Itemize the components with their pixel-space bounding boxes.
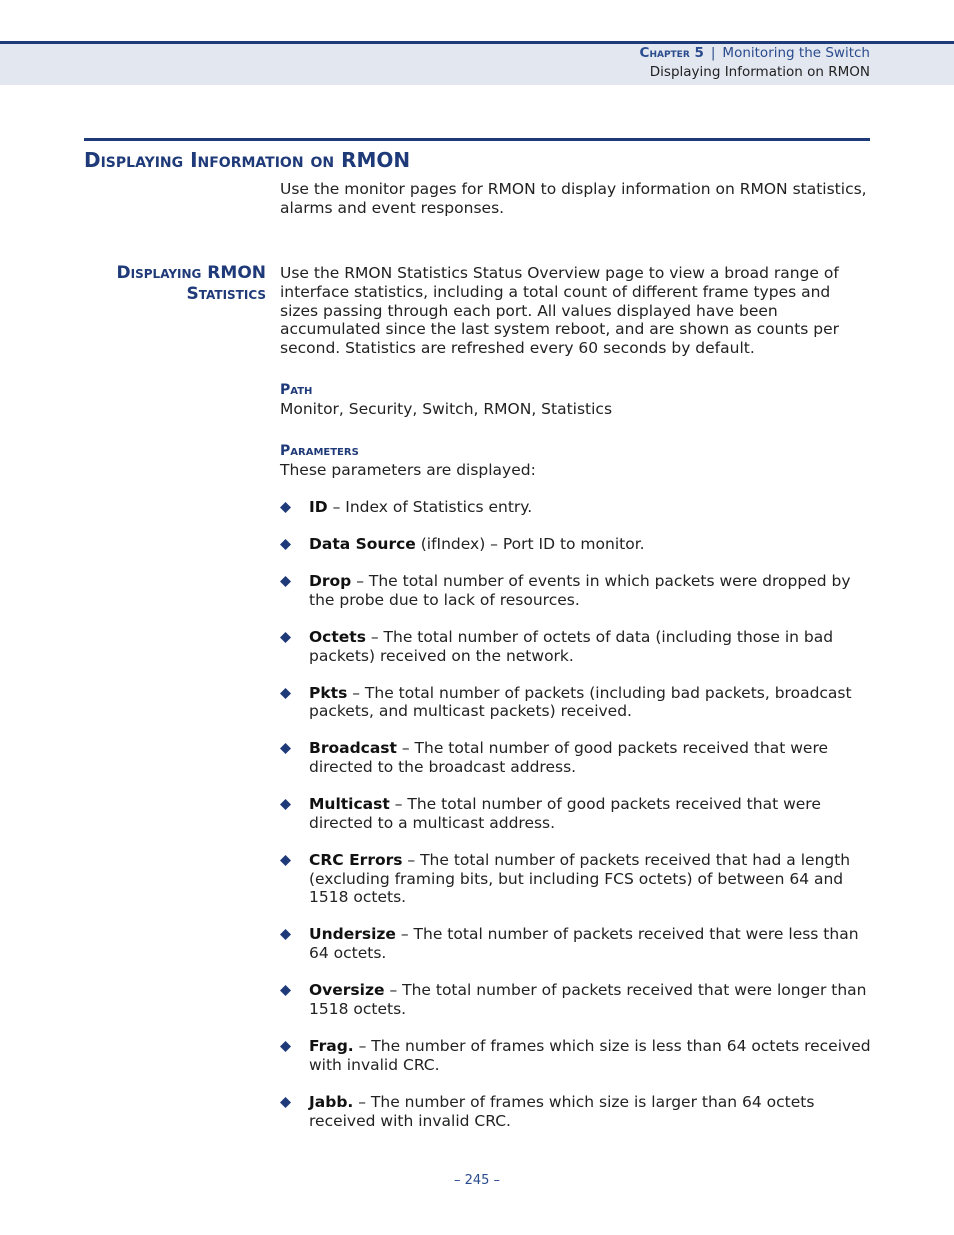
parameter-description: – The total number of packets received that had a length (excluding framing bits, but including FCS octets) of between 64 and 1518 octets. [309,850,851,907]
parameter-item [280,981,872,1019]
page-number: – 245 – [453,1173,501,1188]
parameter-description: – The number of frames which size is less than 64 octets received with invalid CRC. [309,1037,871,1074]
parameter-item [280,1037,872,1075]
parameter-item [280,498,872,517]
section-rule [84,138,870,141]
parameter-item [280,628,872,666]
diamond-bullet-icon [280,539,291,550]
diamond-bullet-icon [280,688,291,699]
subsection-title [66,263,266,305]
diamond-bullet-icon [280,743,291,754]
parameter-description: – The total number of good packets received that were directed to a multicast address. [309,795,821,832]
path-heading: Path [280,382,313,398]
intro-paragraph: Use the monitor pages for RMON to display information on RMON statistics, alarms and event responses. [280,180,867,217]
parameter-description: – The number of frames which size is larger than 64 octets received with invalid CRC. [309,1092,815,1130]
parameter-item [280,851,872,907]
parameter-item [280,572,872,610]
parameter-item [280,535,872,554]
parameter-term: Undersize [309,925,396,944]
parameter-item [280,795,872,833]
parameter-term: Oversize [309,981,385,1000]
path-text: Monitor, Security, Switch, RMON, Statistics [280,400,613,418]
parameters-heading: Parameters [280,443,359,459]
parameter-description: – The total number of packets received that were longer than 1518 octets. [309,981,867,1019]
diamond-bullet-icon [280,632,291,643]
parameter-item [280,739,872,777]
diamond-bullet-icon [280,985,291,996]
running-header-section: Displaying Information on RMON [649,64,870,80]
header-separator: | [710,45,716,61]
parameter-description: – The total number of octets of data (including those in bad packets) received on the network. [309,627,834,665]
diamond-bullet-icon [280,1041,291,1052]
diamond-bullet-icon [280,799,291,810]
parameter-term: Multicast [309,795,390,814]
subsection-title-line1: Displaying RMON [116,263,266,283]
parameter-description: – Index of Statistics entry. [327,498,533,516]
chapter-title: Monitoring the Switch [722,45,870,61]
diamond-bullet-icon [280,1097,291,1108]
parameter-term: Drop [309,571,352,590]
page-title: Displaying Information on RMON [84,148,411,172]
parameter-term: ID [309,498,328,516]
parameter-description: – The total number of packets (including bad packets, broadcast packets, and multicast packets) received. [309,683,852,721]
parameter-description: – The total number of packets received that were less than 64 octets. [309,925,859,963]
parameter-item [280,925,872,963]
parameter-description: (ifIndex) – Port ID to monitor. [415,534,645,553]
parameter-list [280,498,872,1149]
parameter-term: Data Source [309,534,416,553]
diamond-bullet-icon [280,576,291,587]
diamond-bullet-icon [280,502,291,513]
parameter-term: Frag. [309,1037,354,1056]
parameter-term: Jabb. [309,1092,354,1111]
parameter-item [280,1093,872,1131]
parameters-intro: These parameters are displayed: [280,461,536,479]
diamond-bullet-icon [280,855,291,866]
parameter-description: – The total number of good packets received that were directed to the broadcast address. [309,739,829,777]
parameter-term: Octets [309,627,366,646]
chapter-label: Chapter 5 [639,45,704,61]
parameter-term: CRC Errors [309,850,403,869]
subsection-title-line2: Statistics [186,284,266,304]
parameter-description: – The total number of events in which packets were dropped by the probe due to lack of resources. [309,571,851,609]
subsection-description: Use the RMON Statistics Status Overview page to view a broad range of interface statistics, including a total count of different frame types and sizes passing through each port. All values displayed have been accumulated since the last system reboot, and are shown as counts per second. Statistics are refreshed every 60 seconds by default. [280,264,840,358]
diamond-bullet-icon [280,929,291,940]
parameter-term: Broadcast [309,739,397,758]
parameter-item [280,684,872,722]
parameter-term: Pkts [309,683,348,702]
running-header-chapter [640,45,870,61]
